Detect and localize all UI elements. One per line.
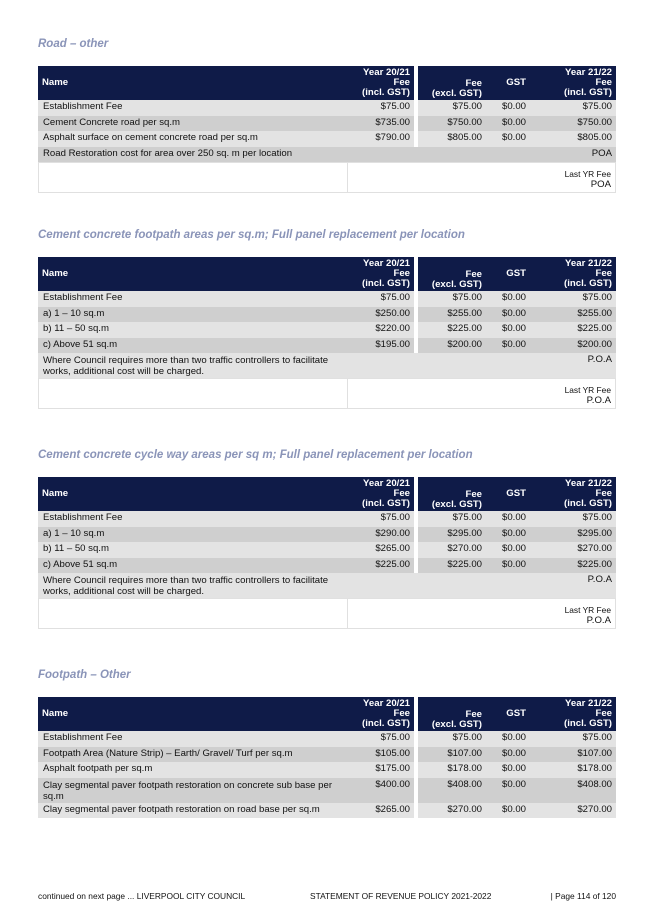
table-row: Footpath Area (Nature Strip) – Earth/ Gravel/ Turf per sq.m $105.00 $107.00 $0.00 $107.00 xyxy=(38,747,616,763)
section-title: Road – other xyxy=(38,38,109,50)
table-row: c) Above 51 sq.m $225.00 $225.00 $0.00 $225.00 xyxy=(38,558,616,574)
header-excl: Fee (excl. GST) xyxy=(418,477,486,511)
table-row: b) 11 – 50 sq.m $220.00 $225.00 $0.00 $225.00 xyxy=(38,322,616,338)
table-row: Asphalt surface on cement concrete road per sq.m $790.00 $805.00 $0.00 $805.00 xyxy=(38,131,616,147)
table-row: a) 1 – 10 sq.m $290.00 $295.00 $0.00 $295.00 xyxy=(38,527,616,543)
section-title: Cement concrete footpath areas per sq.m; Full panel replacement per location xyxy=(38,229,465,241)
header-new-year: Year 21/22 Fee (incl. GST) xyxy=(530,66,616,100)
table-row: c) Above 51 sq.m $195.00 $200.00 $0.00 $200.00 xyxy=(38,338,616,354)
table-row: Establishment Fee $75.00 $75.00 $0.00 $75.00 xyxy=(38,511,616,527)
fee-table xyxy=(38,257,616,409)
last-year-row: Last YR Fee POA xyxy=(38,162,616,193)
header-gst: GST xyxy=(486,477,530,511)
header-name: Name xyxy=(38,477,347,511)
fee-table xyxy=(38,477,616,629)
table-row: Establishment Fee $75.00 $75.00 $0.00 $75.00 xyxy=(38,100,616,116)
section-title: Footpath – Other xyxy=(38,669,131,681)
last-year-row: Last YR Fee P.O.A xyxy=(38,378,616,409)
footer-left: continued on next page ... LIVERPOOL CITY COUNCIL xyxy=(38,891,246,901)
table-row: Asphalt footpath per sq.m $175.00 $178.00 $0.00 $178.00 xyxy=(38,762,616,778)
table-row-poa: Where Council requires more than two traffic controllers to facilitate works, additional cost will be charged. P.O.A xyxy=(38,353,616,378)
table-row: Establishment Fee $75.00 $75.00 $0.00 $75.00 xyxy=(38,291,616,307)
header-name: Name xyxy=(38,66,347,100)
table-row: b) 11 – 50 sq.m $265.00 $270.00 $0.00 $270.00 xyxy=(38,542,616,558)
fee-table xyxy=(38,66,616,193)
header-new-year: Year 21/22 Fee (incl. GST) xyxy=(530,477,616,511)
table-row-poa: Where Council requires more than two traffic controllers to facilitate works, additional cost will be charged. P.O.A xyxy=(38,573,616,598)
header-name: Name xyxy=(38,697,347,731)
table-row: Establishment Fee $75.00 $75.00 $0.00 $75.00 xyxy=(38,731,616,747)
header-prev-year: Year 20/21 Fee (incl. GST) xyxy=(347,477,414,511)
table-row: Cement Concrete road per sq.m $735.00 $750.00 $0.00 $750.00 xyxy=(38,116,616,132)
header-prev-year: Year 20/21 Fee (incl. GST) xyxy=(347,66,414,100)
table-row: Clay segmental paver footpath restoration on road base per sq.m $265.00 $270.00 $0.00 $270.00 xyxy=(38,803,616,819)
last-year-row: Last YR Fee P.O.A xyxy=(38,598,616,629)
header-gst: GST xyxy=(486,66,530,100)
header-gst: GST xyxy=(486,257,530,291)
section-title: Cement concrete cycle way areas per sq m; Full panel replacement per location xyxy=(38,449,473,461)
header-gst: GST xyxy=(486,697,530,731)
table-row: Clay segmental paver footpath restoration on concrete sub base per sq.m $400.00 $408.00 $0.00 $408.00 xyxy=(38,778,616,803)
header-prev-year: Year 20/21 Fee (incl. GST) xyxy=(347,697,414,731)
header-prev-year: Year 20/21 Fee (incl. GST) xyxy=(347,257,414,291)
header-new-year: Year 21/22 Fee (incl. GST) xyxy=(530,697,616,731)
footer-center: STATEMENT OF REVENUE POLICY 2021-2022 xyxy=(310,891,492,901)
header-excl: Fee (excl. GST) xyxy=(418,66,486,100)
footer-page-number: | Page 114 of 120 xyxy=(550,891,616,901)
header-excl: Fee (excl. GST) xyxy=(418,257,486,291)
table-row-poa: Road Restoration cost for area over 250 sq. m per location POA xyxy=(38,147,616,163)
fee-table xyxy=(38,697,616,818)
table-row: a) 1 – 10 sq.m $250.00 $255.00 $0.00 $255.00 xyxy=(38,307,616,323)
header-new-year: Year 21/22 Fee (incl. GST) xyxy=(530,257,616,291)
header-excl: Fee (excl. GST) xyxy=(418,697,486,731)
header-name: Name xyxy=(38,257,347,291)
